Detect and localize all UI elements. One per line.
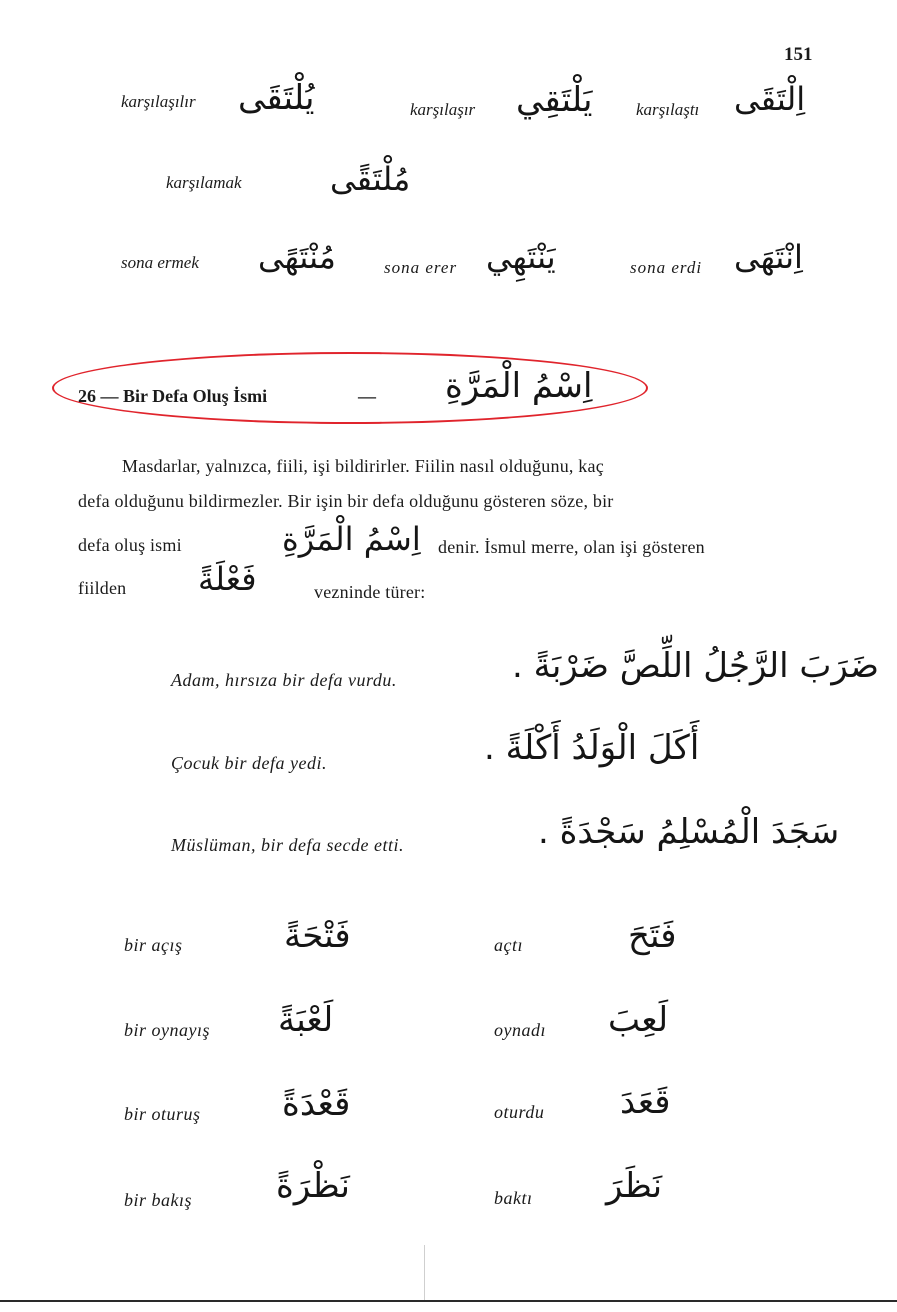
- verb-form-label: sona erer: [384, 258, 458, 277]
- vocab-noun-label: bir açış: [124, 935, 183, 955]
- scan-fold-line: [424, 1245, 425, 1300]
- example-arabic: سَجَدَ الْمُسْلِمُ سَجْدَةً .: [538, 812, 840, 852]
- paragraph-arabic: فَعْلَةً: [198, 560, 257, 598]
- vocab-noun-arabic: نَظْرَةً: [276, 1166, 350, 1206]
- page-number: 151: [784, 44, 813, 65]
- arabic-verb-form: يُلْتَقَى: [238, 78, 315, 118]
- arabic-verb-form: مُنْتَهًى: [258, 238, 336, 276]
- verb-form-label: sona ermek: [121, 253, 199, 272]
- vocab-verb-arabic: نَظَرَ: [606, 1166, 663, 1206]
- example-turkish: Adam, hırsıza bir defa vurdu.: [171, 670, 397, 690]
- arabic-verb-form: اِنْتَهَى: [734, 238, 803, 276]
- arabic-verb-form: مُلْتَقًى: [330, 160, 411, 198]
- verb-form-label: karşılaşır: [410, 100, 476, 119]
- paragraph-line: denir. İsmul merre, olan işi gösteren: [438, 537, 705, 557]
- vocab-verb-label: oynadı: [494, 1020, 546, 1040]
- verb-form-label: karşılaşılır: [121, 92, 196, 111]
- paragraph-arabic: اِسْمُ الْمَرَّةِ: [282, 520, 421, 558]
- section-dash: —: [358, 386, 376, 406]
- vocab-noun-label: bir oturuş: [124, 1104, 201, 1124]
- paragraph-line: defa olduğunu bildirmezler. Bir işin bir defa olduğunu gösteren söze, bir: [78, 491, 614, 511]
- vocab-noun-arabic: لَعْبَةً: [278, 1000, 334, 1040]
- verb-form-label: karşılamak: [166, 173, 242, 192]
- paragraph-line: fiilden: [78, 578, 127, 598]
- section-arabic-title: اِسْمُ الْمَرَّةِ: [445, 366, 593, 406]
- vocab-verb-arabic: قَعَدَ: [620, 1082, 671, 1122]
- vocab-verb-arabic: فَتَحَ: [628, 916, 677, 956]
- arabic-verb-form: يَلْتَقِي: [516, 80, 593, 120]
- vocab-verb-arabic: لَعِبَ: [608, 1000, 669, 1040]
- vocab-noun-arabic: فَتْحَةً: [284, 916, 351, 956]
- example-arabic: ضَرَبَ الرَّجُلُ اللِّصَّ ضَرْبَةً .: [512, 646, 880, 686]
- paragraph-line: defa oluş ismi: [78, 535, 182, 555]
- vocab-noun-label: bir oynayış: [124, 1020, 210, 1040]
- example-turkish: Çocuk bir defa yedi.: [171, 753, 327, 773]
- section-heading: 26 — Bir Defa Oluş İsmi: [78, 386, 268, 406]
- paragraph-line: vezninde türer:: [314, 582, 426, 602]
- vocab-verb-label: açtı: [494, 935, 523, 955]
- page-bottom-edge: [0, 1300, 897, 1302]
- arabic-verb-form: يَنْتَهِي: [486, 238, 556, 276]
- vocab-noun-label: bir bakış: [124, 1190, 193, 1210]
- arabic-verb-form: اِلْتَقَى: [734, 80, 806, 118]
- paragraph-line: Masdarlar, yalnızca, fiili, işi bildirirler. Fiilin nasıl olduğunu, kaç: [122, 456, 604, 476]
- example-turkish: Müslüman, bir defa secde etti.: [171, 835, 404, 855]
- vocab-verb-label: baktı: [494, 1188, 533, 1208]
- verb-form-label: sona erdi: [630, 258, 703, 277]
- example-arabic: أَكَلَ الْوَلَدُ أَكْلَةً .: [484, 728, 700, 768]
- vocab-verb-label: oturdu: [494, 1102, 545, 1122]
- vocab-noun-arabic: قَعْدَةً: [282, 1084, 351, 1124]
- verb-form-label: karşılaştı: [636, 100, 700, 119]
